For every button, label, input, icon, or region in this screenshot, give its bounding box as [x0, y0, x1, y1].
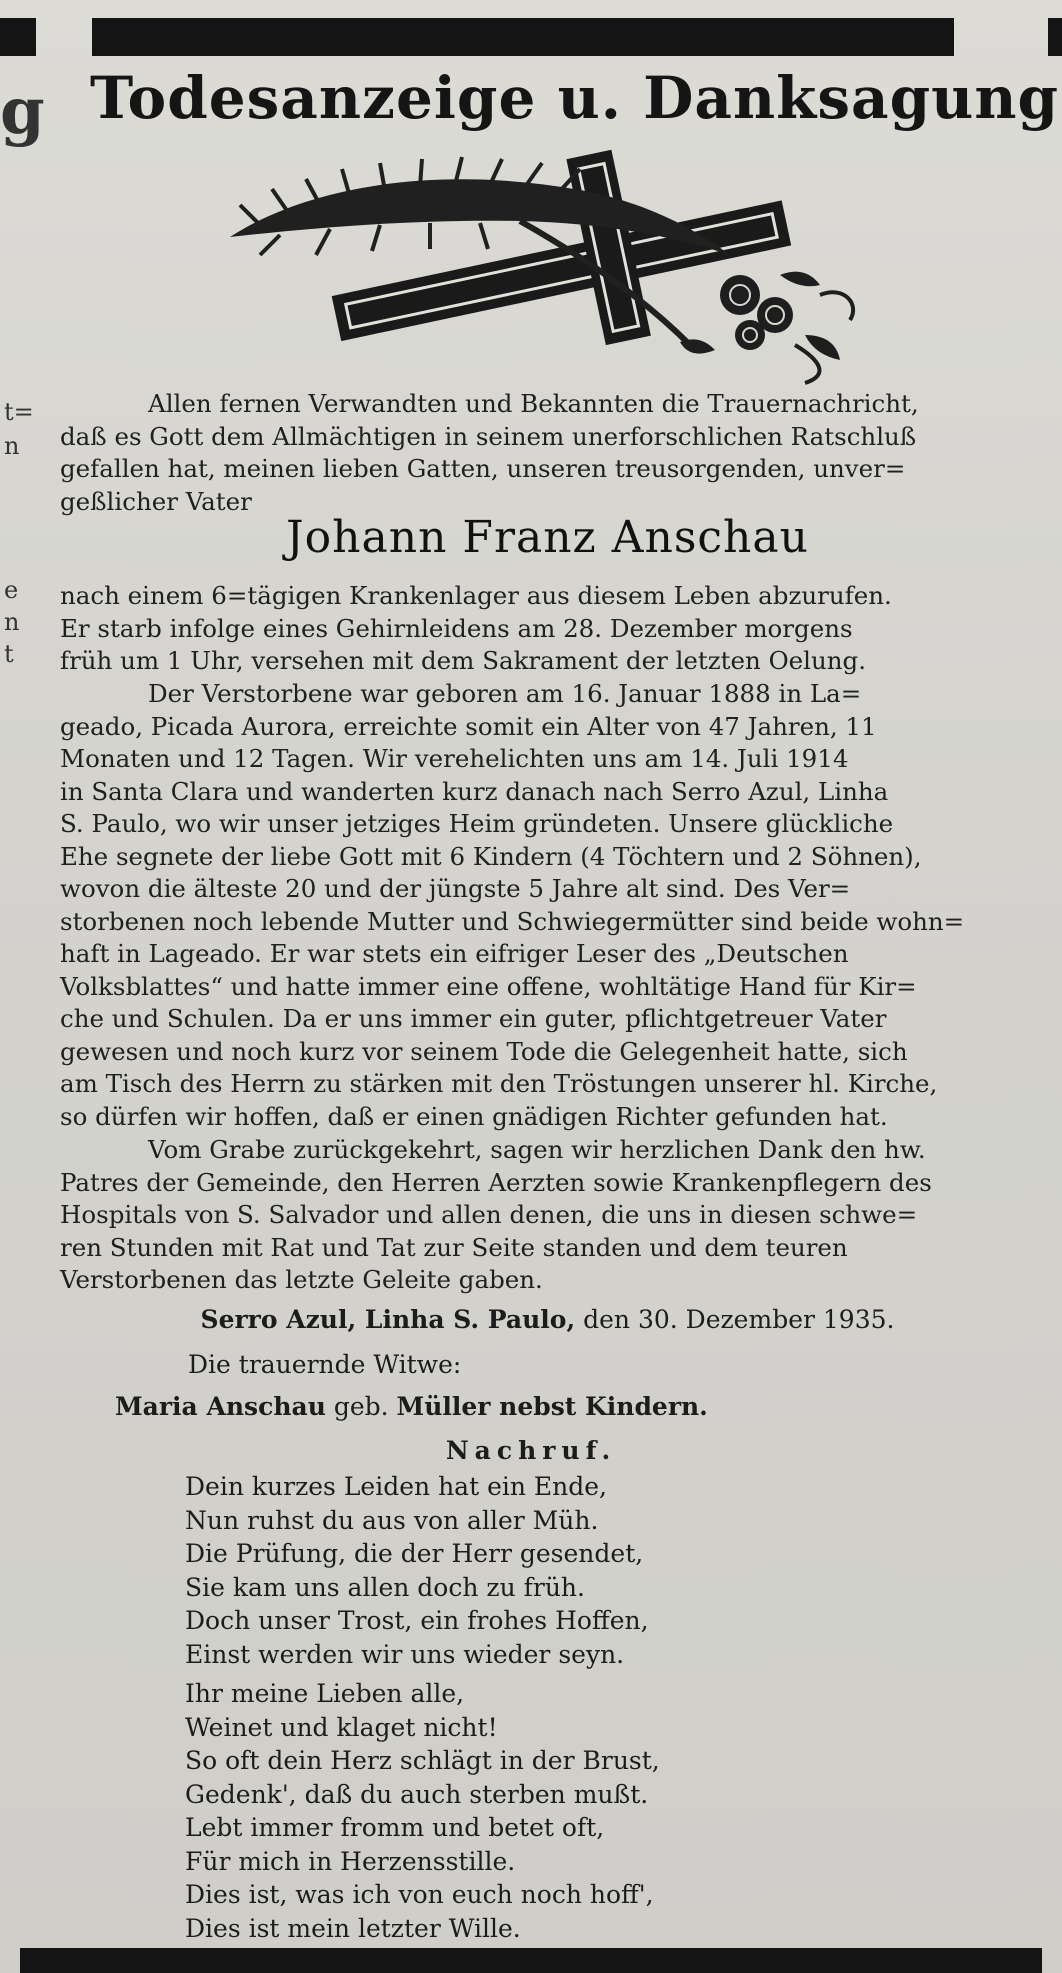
text-line: Der Verstorbene war geboren am 16. Januar 1888 in La=	[148, 679, 862, 708]
biography-paragraph	[60, 678, 1035, 1133]
date: den 30. Dezember 1935.	[583, 1305, 895, 1334]
widow-signature	[60, 1392, 815, 1421]
neighbour-heading-letter: g	[0, 74, 45, 149]
text-line: geßlicher Vater	[60, 486, 252, 516]
text-line: storbenen noch lebende Mutter und Schwiegermütter sind beide wohn=	[60, 906, 965, 936]
text-line: früh um 1 Uhr, versehen mit dem Sakrament der letzten Oelung.	[60, 646, 867, 675]
cross-with-palm-frond-and-roses-icon	[220, 145, 880, 385]
text-line: Patres der Gemeinde, den Herren Aerzten sowie Krankenpflegern des	[60, 1167, 932, 1197]
top-rule-right	[1048, 18, 1062, 56]
text-line: am Tisch des Herrn zu stärken mit den Tröstungen unserer hl. Kirche,	[60, 1069, 938, 1098]
text-line: nach einem 6=tägigen Krankenlager aus diesem Leben abzurufen.	[60, 581, 892, 610]
neighbour-fragment: n	[4, 608, 20, 636]
poem-line: Für mich in Herzensstille.	[185, 1846, 516, 1876]
poem-line: Sie kam uns allen doch zu früh.	[185, 1572, 585, 1602]
text-line: gefallen hat, meinen lieben Gatten, unseren treusorgenden, unver=	[60, 454, 906, 483]
death-paragraph	[60, 580, 1035, 678]
top-rule-left	[0, 18, 36, 56]
poem-line: Einst werden wir uns wieder seyn.	[185, 1639, 625, 1669]
neighbour-fragment: e	[4, 576, 19, 604]
neighbour-fragment: t	[4, 640, 14, 668]
text-line: haft in Lageado. Er war stets ein eifriger Leser des „Deutschen	[60, 939, 849, 968]
poem-line: Ihr meine Lieben alle,	[185, 1679, 465, 1708]
poem-line: Nun ruhst du aus von aller Müh.	[185, 1505, 599, 1535]
text-line: Volksblattes“ und hatte immer eine offene, wohltätige Hand für Kir=	[60, 971, 917, 1001]
poem-line: Dein kurzes Leiden hat ein Ende,	[185, 1472, 607, 1501]
nachruf-title: Nachruf.	[445, 1436, 617, 1465]
text-line: gewesen und noch kurz vor seinem Tode die Gelegenheit hatte, sich	[60, 1036, 908, 1066]
text-line: in Santa Clara und wanderten kurz danach nach Serro Azul, Linha	[60, 776, 889, 806]
poem-line: Dies ist, was ich von euch noch hoff',	[185, 1880, 654, 1909]
text-line: S. Paulo, wo wir unser jetziges Heim gründeten. Unsere glückliche	[60, 809, 894, 838]
text-line: ren Stunden mit Rat und Tat zur Seite standen und dem teuren	[60, 1232, 848, 1262]
text-line: Verstorbenen das letzte Geleite gaben.	[60, 1265, 543, 1294]
text-line: Allen fernen Verwandten und Bekannten die Trauernachricht,	[148, 389, 919, 418]
widow-intro: Die trauernde Witwe:	[188, 1350, 462, 1379]
place-date-line	[60, 1305, 1035, 1334]
page-title: Todesanzeige u. Danksagung	[90, 64, 1060, 132]
text-line: so dürfen wir hoffen, daß er einen gnädigen Richter gefunden hat.	[60, 1101, 888, 1131]
thanks-paragraph	[60, 1134, 1035, 1297]
text-line: Hospitals von S. Salvador und allen denen, die uns in diesen schwe=	[60, 1200, 918, 1229]
text-line: geado, Picada Aurora, erreichte somit ein Alter von 47 Jahren, 11	[60, 711, 877, 741]
neighbour-fragment: t=	[4, 398, 34, 426]
place: Serro Azul, Linha S. Paulo,	[200, 1305, 576, 1334]
widow-name: Maria Anschau	[115, 1392, 326, 1421]
text-line: che und Schulen. Da er uns immer ein guter, pflichtgetreuer Vater	[60, 1004, 887, 1033]
text-line: Vom Grabe zurückgekehrt, sagen wir herzlichen Dank den hw.	[148, 1135, 926, 1164]
intro-paragraph	[60, 388, 1035, 518]
neighbour-fragment: n	[4, 432, 20, 460]
bottom-rule	[20, 1948, 1042, 1973]
poem-line: Die Prüfung, die der Herr gesendet,	[185, 1539, 644, 1568]
text-line: Ehe segnete der liebe Gott mit 6 Kindern (4 Töchtern und 2 Söhnen),	[60, 841, 922, 871]
widow-maiden: Müller nebst Kindern.	[396, 1392, 708, 1421]
widow-born: geb.	[333, 1392, 389, 1421]
poem-line: Weinet und klaget nicht!	[185, 1712, 498, 1742]
text-line: daß es Gott dem Allmächtigen in seinem unerforschlichen Ratschluß	[60, 421, 917, 451]
poem-line: Gedenk', daß du auch sterben mußt.	[185, 1779, 649, 1809]
poem-line: Lebt immer fromm und betet oft,	[185, 1813, 605, 1842]
poem-stanza-1	[185, 1470, 885, 1671]
text-line: wovon die älteste 20 und der jüngste 5 Jahre alt sind. Des Ver=	[60, 874, 851, 903]
poem-line: Doch unser Trost, ein frohes Hoffen,	[185, 1606, 649, 1635]
text-line: Er starb infolge eines Gehirnleidens am 28. Dezember morgens	[60, 613, 853, 643]
poem-stanza-2	[185, 1677, 885, 1945]
poem-line: So oft dein Herz schlägt in der Brust,	[185, 1746, 660, 1775]
poem-line: Dies ist mein letzter Wille.	[185, 1913, 521, 1943]
deceased-name: Johann Franz Anschau	[286, 512, 809, 563]
text-line: Monaten und 12 Tagen. Wir verehelichten uns am 14. Juli 1914	[60, 744, 849, 773]
top-rule	[92, 18, 954, 56]
